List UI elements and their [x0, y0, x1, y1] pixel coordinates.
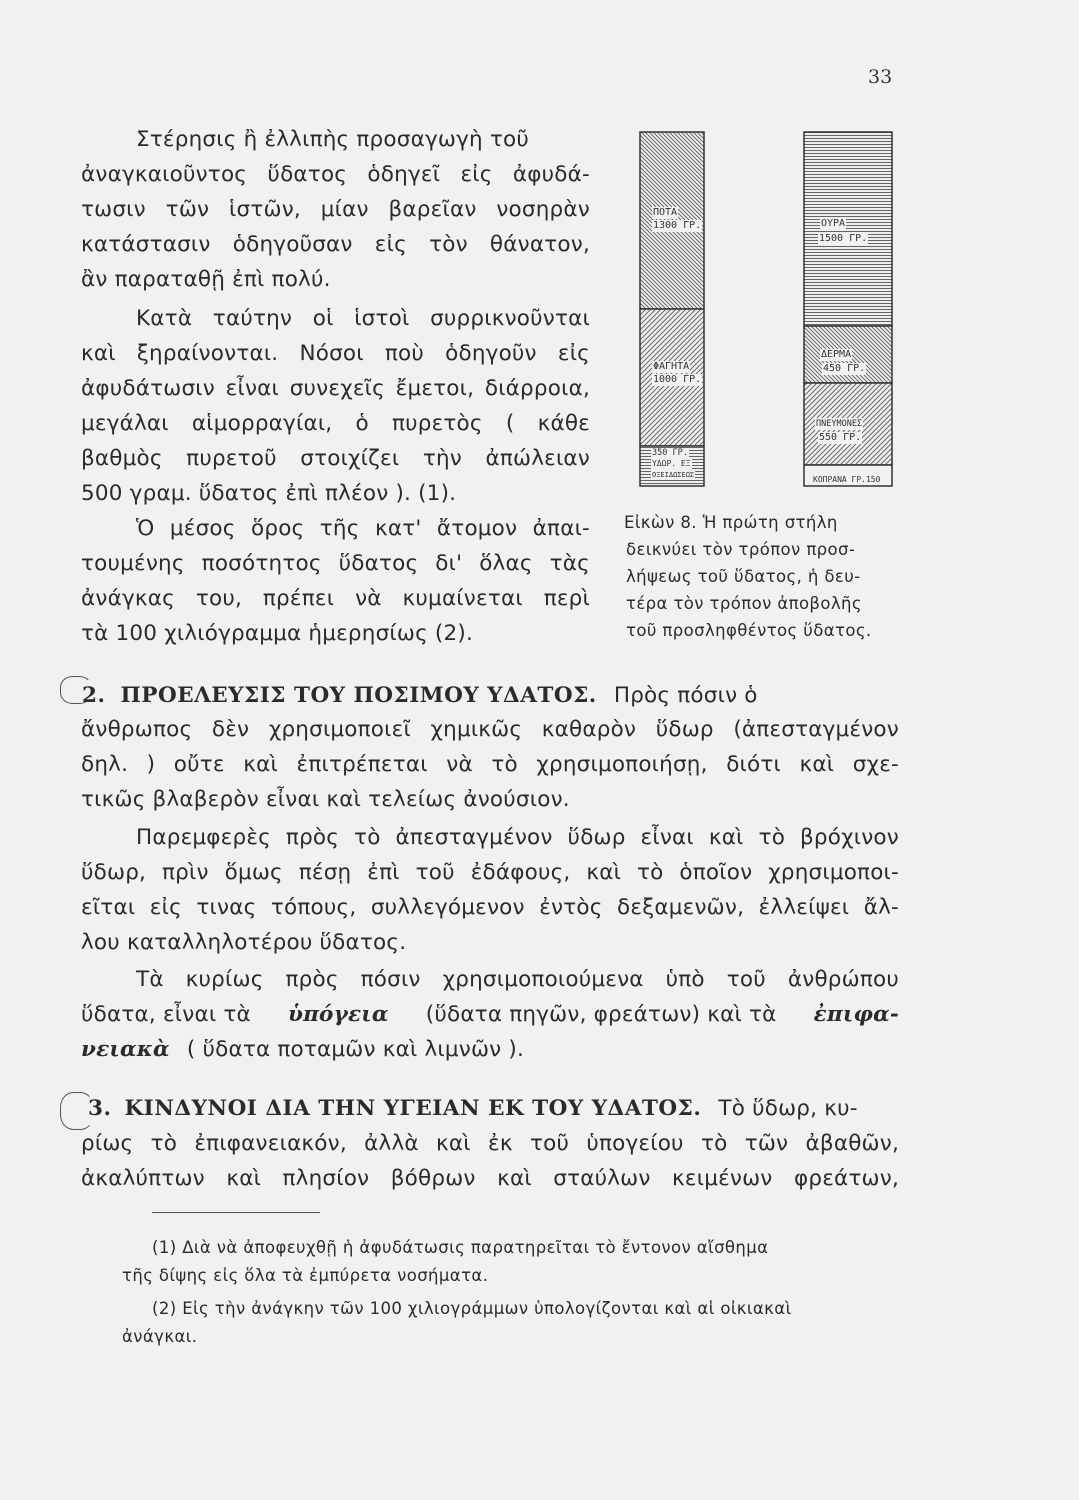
text-line: 500 γραμ. ὕδατος ἐπὶ πλέον ). (1).	[81, 481, 457, 506]
text-run: ὕδατα, εἶναι τὰ	[81, 1002, 251, 1027]
oxidation-amount: 350 ΓΡ.	[652, 448, 688, 458]
text-line: Στέρησις ἢ ἐλλιπὴς προσαγωγὴ τοῦ	[136, 127, 530, 152]
figure-caption: τοῦ προσληφθέντος ὕδατος.	[626, 621, 872, 640]
drinks-label: ΠΟΤΑ	[653, 207, 678, 218]
text-line: ἀνάγκας του, πρέπει νὰ κυμαίνεται περὶ	[81, 586, 590, 611]
footnote-2-cont: ἀνάγκαι.	[122, 1327, 198, 1346]
text-run: (ὕδατα πηγῶν, φρεάτων) καὶ τὰ	[425, 1002, 777, 1027]
text-line: ρίως τὸ ἐπιφανειακόν, ἀλλὰ καὶ ἐκ τοῦ ὑπογείου τὸ τῶν ἀβαθῶν,	[81, 1131, 899, 1156]
food-label: ΦΑΓΗΤΑ	[653, 361, 690, 372]
figure-caption: τέρα τὸν τρόπον ἀποβολῆς	[626, 594, 862, 613]
emphasis-term: ἐπιφα-	[813, 1002, 899, 1027]
section-number: 2.	[82, 683, 106, 708]
text-line	[81, 1002, 899, 1028]
emphasis-term: νειακὰ	[81, 1037, 170, 1062]
skin-amount: 450 ΓΡ.	[823, 363, 866, 374]
text-line: τὰ 100 χιλιόγραμμα ἡμερησίως (2).	[81, 621, 474, 646]
food-amount: 1000 ΓΡ.	[653, 374, 702, 385]
skin-label: ΔΕΡΜΑ	[821, 349, 852, 360]
drinks-amount: 1300 ΓΡ.	[653, 220, 702, 231]
text-line: ἀναγκαιοῦντος ὕδατος ὁδηγεῖ εἰς ἀφυδά-	[81, 162, 590, 187]
section-3-heading-line	[88, 1096, 858, 1122]
text-line: βαθμὸς πυρετοῦ στοιχίζει τὴν ἀπώλειαν	[81, 446, 590, 471]
lungs-label: ΠΝΕΥΜΟΝΕΣ	[816, 419, 863, 429]
text-line: δηλ. ) οὔτε καὶ ἐπιτρέπεται νὰ τὸ χρησιμοποιήσῃ, διότι καὶ σχε-	[81, 752, 899, 777]
section-title: ΠΡΟΕΛΕΥΣΙΣ ΤΟΥ ΠΟΣΙΜΟΥ ΥΔΑΤΟΣ.	[120, 683, 597, 708]
feces-label: ΚΟΠΡΑΝΑ ΓΡ.150	[813, 475, 881, 484]
section-2-heading-line	[82, 683, 758, 709]
text-line: λου καταλληλοτέρου ὕδατος.	[81, 930, 407, 955]
text-run: Πρὸς πόσιν ὁ	[613, 683, 758, 708]
text-run: Τὸ ὕδωρ, κυ-	[718, 1096, 858, 1121]
text-line: τικῶς βλαβερὸν εἶναι καὶ τελείως ἀνούσιον.	[81, 787, 570, 812]
text-line: τωσιν τῶν ἱστῶν, μίαν βαρεῖαν νοσηρὰν	[81, 197, 590, 222]
urine-amount: 1500 ΓΡ.	[819, 233, 868, 244]
oxidation-label-line3: ΟΞΕΙΔΩΣΕΩΣ	[652, 471, 695, 479]
section-number: 3.	[88, 1096, 112, 1121]
text-line: ἀφυδάτωσιν εἶναι συνεχεῖς ἔμετοι, διάρροια,	[81, 376, 590, 401]
footnote-divider	[152, 1212, 320, 1213]
text-line: Κατὰ ταύτην οἱ ἱστοὶ συρρικνοῦνται	[136, 306, 590, 331]
text-line: ὕδωρ, πρὶν ὅμως πέσῃ ἐπὶ τοῦ ἐδάφους, καὶ τὸ ὁποῖον χρησιμοποι-	[81, 860, 899, 885]
figure-caption: λήψεως τοῦ ὕδατος, ἡ δευ-	[626, 567, 861, 586]
text-run: ( ὕδατα ποταμῶν καὶ λιμνῶν ).	[186, 1037, 525, 1062]
text-line: μεγάλαι αἱμορραγίαι, ὁ πυρετὸς ( κάθε	[81, 411, 590, 436]
section-title: ΚΙΝΔΥΝΟΙ ΔΙΑ ΤΗΝ ΥΓΕΙΑΝ ΕΚ ΤΟΥ ΥΔΑΤΟΣ.	[124, 1096, 702, 1121]
text-line: ἀκαλύπτων καὶ πλησίον βόθρων καὶ σταύλων κειμένων φρεάτων,	[81, 1166, 899, 1191]
text-line: τουμένης ποσότητος ὕδατος δι' ὅλας τὰς	[81, 551, 590, 576]
footnote-1: (1) Διὰ νὰ ἀποφευχθῇ ἡ ἀφυδάτωσις παρατηρεῖται τὸ ἔντονον αἴσθημα	[152, 1238, 769, 1257]
page-number: 33	[868, 66, 893, 88]
oxidation-label-line2: ΥΔΩΡ. ΕΞ	[652, 459, 691, 468]
text-line: εῖται εἰς τινας τόπους, συλλεγόμενον ἐντὸς δεξαμενῶν, ἐλλείψει ἄλ-	[81, 895, 899, 920]
figure-caption: Εἰκὼν 8. Ἡ πρώτη στήλη	[624, 513, 838, 532]
emphasis-term: ὑπόγεια	[288, 1002, 389, 1027]
urine-label: ΟΥΡΑ	[821, 218, 846, 229]
intake-column	[640, 132, 704, 486]
text-line: Ὁ μέσος ὅρος τῆς κατ' ἄτομον ἀπαι-	[136, 516, 590, 541]
text-line: ἂν παραταθῇ ἐπὶ πολύ.	[81, 267, 331, 292]
text-line: Τὰ κυρίως πρὸς πόσιν χρησιμοποιούμενα ὑπὸ τοῦ ἀνθρώπου	[136, 967, 899, 992]
urine-block	[804, 132, 892, 326]
footnote-1-cont: τῆς δίψης εἰς ὅλα τὰ ἐμπύρετα νοσήματα.	[122, 1266, 489, 1285]
text-line: καὶ ξηραίνονται. Νόσοι ποὺ ὁδηγοῦν εἰς	[81, 341, 590, 366]
text-line: κατάστασιν ὁδηγοῦσαν εἰς τὸν θάνατον,	[81, 232, 590, 257]
text-line: ἄνθρωπος δὲν χρησιμοποιεῖ χημικῶς καθαρὸν ὕδωρ (ἀπεσταγμένον	[81, 717, 899, 742]
footnote-2: (2) Εἰς τὴν ἀνάγκην τῶν 100 χιλιογράμμων ὑπολογίζονται καὶ αἱ οἰκιακαὶ	[152, 1299, 792, 1318]
figure-caption: δεικνύει τὸν τρόπον προσ-	[626, 540, 856, 559]
text-line: Παρεμφερὲς πρὸς τὸ ἀπεσταγμένον ὕδωρ εἶναι καὶ τὸ βρόχινον	[136, 825, 899, 850]
text-line	[81, 1037, 524, 1063]
lungs-amount: 550 ΓΡ.	[819, 432, 862, 443]
